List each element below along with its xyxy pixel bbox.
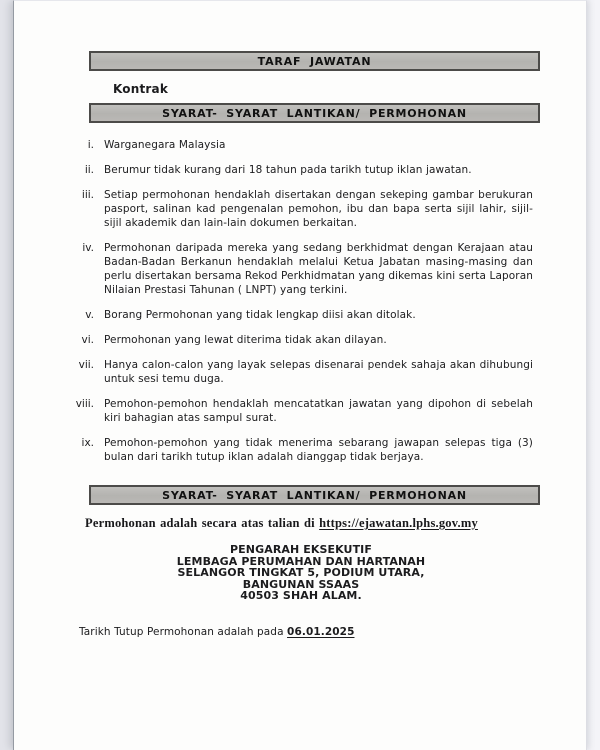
online-application-line: [85, 516, 555, 531]
requirement-text: Permohonan yang lewat diterima tidak akan dilayan.: [104, 334, 387, 346]
requirement-numeral: v.: [85, 309, 94, 321]
address-line: BANGUNAN SSAAS: [242, 577, 360, 591]
requirement-numeral: i.: [87, 139, 94, 151]
requirement-numeral: vi.: [81, 334, 94, 346]
issuer-address-block: [61, 544, 541, 602]
requirement-item: [64, 308, 536, 322]
requirement-text: Permohonan daripada mereka yang sedang berkhidmat dengan Kerajaan atau Badan-Badan Berkanun hendaklah melalui Ketua Jabatan masing-masing dan perlu disertakan bersama Rekod Perkhidmatan yang dikemas kini serta Laporan Nilaian Prestasi Tahunan ( LNPT) yang terkini.: [104, 242, 533, 296]
requirement-item: [64, 358, 536, 386]
requirement-numeral: ii.: [84, 164, 94, 176]
requirement-item: [64, 188, 536, 230]
requirement-numeral: viii.: [75, 398, 94, 410]
requirement-numeral: ix.: [81, 437, 94, 449]
document-page: [13, 0, 587, 750]
requirement-item: [64, 163, 536, 177]
header-bar-syarat-bottom: [89, 485, 540, 505]
requirement-item: [64, 436, 536, 464]
requirement-item: [64, 333, 536, 347]
online-application-prefix: Permohonan adalah secara atas talian di: [85, 516, 320, 530]
header-bar-syarat-bottom-label: SYARAT- SYARAT LANTIKAN/ PERMOHONAN: [162, 489, 467, 502]
requirement-text: Borang Permohonan yang tidak lengkap diisi akan ditolak.: [104, 309, 416, 321]
address-line: PENGARAH EKSEKUTIF: [230, 543, 372, 556]
closing-date-line: [79, 626, 354, 638]
address-line: SELANGOR TINGKAT 5, PODIUM UTARA,: [177, 566, 425, 580]
requirements-list: [64, 138, 536, 475]
header-bar-taraf-jawatan-label: TARAF JAWATAN: [257, 55, 372, 68]
requirement-text: Pemohon-pemohon hendaklah mencatatkan jawatan yang dipohon di sebelah kiri bahagian atas sampul surat.: [104, 398, 533, 424]
closing-date-prefix: Tarikh Tutup Permohonan adalah pada: [79, 626, 288, 638]
contract-type-label: Kontrak: [113, 82, 169, 96]
closing-date-value: 06.01.2025: [287, 626, 355, 638]
requirement-numeral: vii.: [78, 359, 94, 371]
requirement-text: Setiap permohonan hendaklah disertakan dengan sekeping gambar berukuran pasport, salinan kad pengenalan pemohon, ibu dan bapa serta sijil lahir, sijil-sijil akademik dan lain-lain dokumen berkaitan.: [104, 189, 533, 229]
requirement-text: Hanya calon-calon yang layak selepas disenarai pendek sahaja akan dihubungi untuk sesi temu duga.: [104, 359, 533, 385]
header-bar-taraf-jawatan: [89, 51, 540, 71]
requirement-text: Warganegara Malaysia: [104, 139, 226, 151]
requirement-item: [64, 241, 536, 297]
header-bar-syarat-top-label: SYARAT- SYARAT LANTIKAN/ PERMOHONAN: [162, 107, 467, 120]
header-bar-syarat-top: [89, 103, 540, 123]
requirement-item: [64, 138, 536, 152]
requirement-numeral: iii.: [81, 189, 94, 201]
requirement-numeral: iv.: [82, 242, 94, 254]
address-line: 40503 SHAH ALAM.: [240, 589, 362, 603]
requirement-text: Berumur tidak kurang dari 18 tahun pada tarikh tutup iklan jawatan.: [104, 164, 472, 176]
requirement-item: [64, 397, 536, 425]
application-url-link[interactable]: https://ejawatan.lphs.gov.my: [319, 516, 478, 530]
requirement-text: Pemohon-pemohon yang tidak menerima sebarang jawapan selepas tiga (3) bulan dari tarikh tutup iklan adalah dianggap tidak berjaya.: [104, 437, 533, 463]
address-line: LEMBAGA PERUMAHAN DAN HARTANAH: [176, 554, 426, 568]
